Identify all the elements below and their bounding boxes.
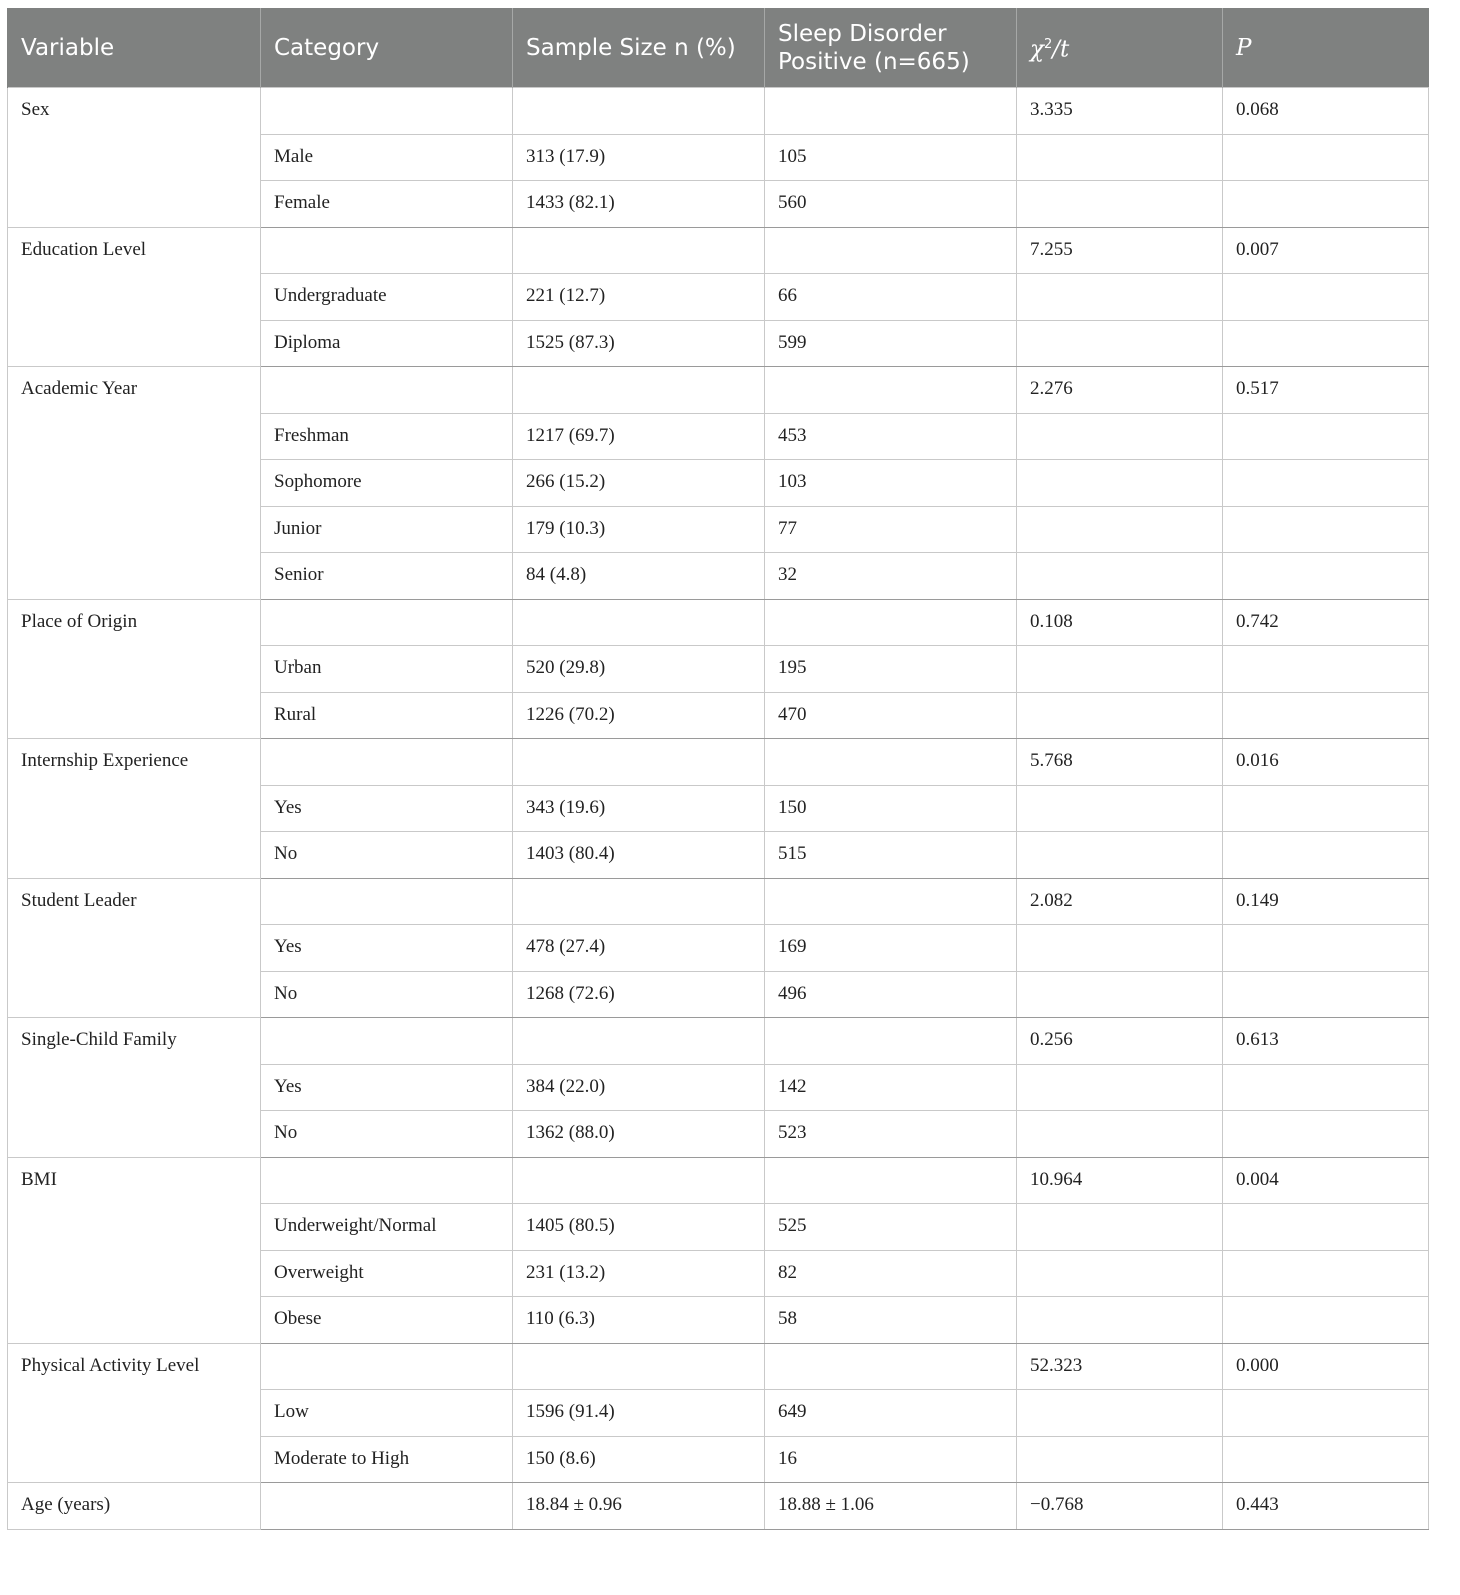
cell-sample-size: 221 (12.7) xyxy=(513,274,765,321)
cell-category xyxy=(261,367,513,414)
table-row xyxy=(8,1111,1429,1158)
cell-category: Female xyxy=(261,181,513,228)
cell-variable xyxy=(8,785,261,832)
cell-statistic xyxy=(1017,1111,1223,1158)
cell-sleep-positive: 105 xyxy=(765,134,1017,181)
table-row xyxy=(8,1436,1429,1483)
data-table xyxy=(7,8,1429,1530)
cell-category: Yes xyxy=(261,1064,513,1111)
cell-sleep-positive: 470 xyxy=(765,692,1017,739)
header-category: Category xyxy=(261,8,513,88)
cell-category xyxy=(261,739,513,786)
header-p-label: P xyxy=(1236,34,1252,61)
cell-p-value xyxy=(1223,1436,1429,1483)
cell-p-value: 0.517 xyxy=(1223,367,1429,414)
cell-p-value: 0.007 xyxy=(1223,227,1429,274)
cell-variable xyxy=(8,1436,261,1483)
table-row xyxy=(8,1483,1429,1530)
cell-category: Diploma xyxy=(261,320,513,367)
cell-sample-size: 520 (29.8) xyxy=(513,646,765,693)
header-sleep-line2: Positive (n=665) xyxy=(778,48,970,75)
cell-variable xyxy=(8,646,261,693)
table-body xyxy=(8,88,1429,1530)
cell-sleep-positive xyxy=(765,227,1017,274)
table-row xyxy=(8,553,1429,600)
cell-category xyxy=(261,88,513,135)
cell-category: No xyxy=(261,971,513,1018)
cell-variable xyxy=(8,134,261,181)
cell-variable xyxy=(8,460,261,507)
cell-variable: Single-Child Family xyxy=(8,1018,261,1065)
cell-category xyxy=(261,227,513,274)
table-row xyxy=(8,88,1429,135)
cell-variable: Internship Experience xyxy=(8,739,261,786)
cell-sample-size xyxy=(513,599,765,646)
cell-statistic: 10.964 xyxy=(1017,1157,1223,1204)
cell-sample-size: 1362 (88.0) xyxy=(513,1111,765,1158)
cell-statistic xyxy=(1017,506,1223,553)
table-row xyxy=(8,274,1429,321)
cell-sample-size: 1596 (91.4) xyxy=(513,1390,765,1437)
cell-sample-size: 313 (17.9) xyxy=(513,134,765,181)
header-sleep-line1: Sleep Disorder xyxy=(778,20,947,47)
cell-category: Underweight/Normal xyxy=(261,1204,513,1251)
cell-p-value xyxy=(1223,1390,1429,1437)
cell-category xyxy=(261,599,513,646)
cell-statistic xyxy=(1017,785,1223,832)
cell-category: Obese xyxy=(261,1297,513,1344)
cell-sleep-positive: 142 xyxy=(765,1064,1017,1111)
cell-category xyxy=(261,1483,513,1530)
cell-sample-size: 1405 (80.5) xyxy=(513,1204,765,1251)
cell-p-value xyxy=(1223,134,1429,181)
cell-sample-size xyxy=(513,739,765,786)
cell-p-value: 0.016 xyxy=(1223,739,1429,786)
cell-sample-size: 231 (13.2) xyxy=(513,1250,765,1297)
cell-sleep-positive xyxy=(765,367,1017,414)
cell-p-value: 0.068 xyxy=(1223,88,1429,135)
cell-sample-size: 266 (15.2) xyxy=(513,460,765,507)
cell-variable: BMI xyxy=(8,1157,261,1204)
cell-statistic xyxy=(1017,692,1223,739)
cell-sample-size xyxy=(513,878,765,925)
cell-p-value: 0.149 xyxy=(1223,878,1429,925)
table-row xyxy=(8,925,1429,972)
cell-sample-size: 1433 (82.1) xyxy=(513,181,765,228)
table-row xyxy=(8,599,1429,646)
cell-statistic: 5.768 xyxy=(1017,739,1223,786)
table-row xyxy=(8,1157,1429,1204)
cell-sleep-positive: 58 xyxy=(765,1297,1017,1344)
cell-sleep-positive: 525 xyxy=(765,1204,1017,1251)
cell-statistic: 7.255 xyxy=(1017,227,1223,274)
cell-sleep-positive: 150 xyxy=(765,785,1017,832)
cell-p-value xyxy=(1223,1064,1429,1111)
table-row xyxy=(8,320,1429,367)
header-statistic xyxy=(1017,8,1223,88)
cell-p-value xyxy=(1223,971,1429,1018)
table-row xyxy=(8,367,1429,414)
cell-p-value xyxy=(1223,506,1429,553)
cell-sample-size xyxy=(513,1343,765,1390)
cell-variable xyxy=(8,1390,261,1437)
table-row xyxy=(8,460,1429,507)
cell-variable: Student Leader xyxy=(8,878,261,925)
cell-p-value xyxy=(1223,1250,1429,1297)
cell-category: No xyxy=(261,1111,513,1158)
cell-statistic xyxy=(1017,971,1223,1018)
table-row xyxy=(8,646,1429,693)
cell-variable: Physical Activity Level xyxy=(8,1343,261,1390)
cell-variable xyxy=(8,274,261,321)
cell-sample-size: 179 (10.3) xyxy=(513,506,765,553)
cell-variable: Place of Origin xyxy=(8,599,261,646)
cell-statistic: 0.108 xyxy=(1017,599,1223,646)
cell-sleep-positive xyxy=(765,88,1017,135)
cell-p-value xyxy=(1223,320,1429,367)
cell-statistic xyxy=(1017,274,1223,321)
table-header xyxy=(8,8,1429,88)
cell-sample-size xyxy=(513,1018,765,1065)
data-table-container xyxy=(7,8,1428,1530)
cell-sleep-positive xyxy=(765,1018,1017,1065)
cell-sleep-positive: 496 xyxy=(765,971,1017,1018)
cell-variable xyxy=(8,1204,261,1251)
cell-sleep-positive: 523 xyxy=(765,1111,1017,1158)
cell-variable: Education Level xyxy=(8,227,261,274)
cell-statistic xyxy=(1017,1204,1223,1251)
cell-sleep-positive xyxy=(765,739,1017,786)
header-chi-symbol: χ xyxy=(1030,36,1044,63)
cell-statistic xyxy=(1017,181,1223,228)
cell-sample-size: 1525 (87.3) xyxy=(513,320,765,367)
cell-p-value xyxy=(1223,1111,1429,1158)
cell-sleep-positive xyxy=(765,1343,1017,1390)
cell-sample-size: 18.84 ± 0.96 xyxy=(513,1483,765,1530)
cell-category xyxy=(261,878,513,925)
table-row xyxy=(8,134,1429,181)
cell-sleep-positive: 77 xyxy=(765,506,1017,553)
cell-p-value xyxy=(1223,785,1429,832)
cell-category xyxy=(261,1343,513,1390)
cell-category: Freshman xyxy=(261,413,513,460)
cell-p-value xyxy=(1223,832,1429,879)
cell-category: Undergraduate xyxy=(261,274,513,321)
cell-sample-size xyxy=(513,227,765,274)
table-row xyxy=(8,227,1429,274)
cell-variable xyxy=(8,553,261,600)
header-sleep-disorder xyxy=(765,8,1017,88)
cell-category: Male xyxy=(261,134,513,181)
cell-category: Yes xyxy=(261,925,513,972)
cell-sleep-positive: 599 xyxy=(765,320,1017,367)
cell-category: No xyxy=(261,832,513,879)
cell-sample-size: 110 (6.3) xyxy=(513,1297,765,1344)
table-row xyxy=(8,1297,1429,1344)
cell-statistic xyxy=(1017,1297,1223,1344)
table-row xyxy=(8,413,1429,460)
cell-variable xyxy=(8,320,261,367)
table-row xyxy=(8,739,1429,786)
cell-sample-size: 150 (8.6) xyxy=(513,1436,765,1483)
table-row xyxy=(8,971,1429,1018)
cell-category: Overweight xyxy=(261,1250,513,1297)
cell-sleep-positive xyxy=(765,1157,1017,1204)
table-row xyxy=(8,1204,1429,1251)
table-row xyxy=(8,1343,1429,1390)
cell-category: Low xyxy=(261,1390,513,1437)
cell-sleep-positive: 560 xyxy=(765,181,1017,228)
cell-category: Senior xyxy=(261,553,513,600)
cell-variable xyxy=(8,1250,261,1297)
cell-sample-size: 1226 (70.2) xyxy=(513,692,765,739)
cell-statistic xyxy=(1017,553,1223,600)
header-chi-sup: 2 xyxy=(1043,37,1053,53)
cell-category: Sophomore xyxy=(261,460,513,507)
cell-variable xyxy=(8,1064,261,1111)
cell-p-value xyxy=(1223,274,1429,321)
cell-category xyxy=(261,1157,513,1204)
cell-p-value: 0.000 xyxy=(1223,1343,1429,1390)
cell-p-value xyxy=(1223,646,1429,693)
cell-p-value xyxy=(1223,181,1429,228)
cell-variable xyxy=(8,506,261,553)
cell-sleep-positive: 169 xyxy=(765,925,1017,972)
header-stat-rest: /t xyxy=(1052,36,1070,63)
cell-sleep-positive: 66 xyxy=(765,274,1017,321)
cell-statistic xyxy=(1017,413,1223,460)
cell-sample-size xyxy=(513,88,765,135)
cell-sleep-positive: 32 xyxy=(765,553,1017,600)
cell-p-value xyxy=(1223,413,1429,460)
cell-variable xyxy=(8,971,261,1018)
header-variable: Variable xyxy=(8,8,261,88)
table-row xyxy=(8,832,1429,879)
header-p-value xyxy=(1223,8,1429,88)
cell-sample-size xyxy=(513,1157,765,1204)
cell-sample-size xyxy=(513,367,765,414)
table-row xyxy=(8,1390,1429,1437)
cell-p-value xyxy=(1223,692,1429,739)
cell-statistic: 2.082 xyxy=(1017,878,1223,925)
table-row xyxy=(8,1250,1429,1297)
cell-p-value: 0.742 xyxy=(1223,599,1429,646)
cell-category: Junior xyxy=(261,506,513,553)
cell-variable: Sex xyxy=(8,88,261,135)
table-row xyxy=(8,785,1429,832)
cell-variable xyxy=(8,181,261,228)
cell-sleep-positive: 16 xyxy=(765,1436,1017,1483)
cell-variable xyxy=(8,692,261,739)
cell-sleep-positive: 515 xyxy=(765,832,1017,879)
cell-p-value: 0.613 xyxy=(1223,1018,1429,1065)
cell-p-value: 0.443 xyxy=(1223,1483,1429,1530)
cell-sample-size: 343 (19.6) xyxy=(513,785,765,832)
table-row xyxy=(8,692,1429,739)
cell-sample-size: 1268 (72.6) xyxy=(513,971,765,1018)
cell-statistic xyxy=(1017,1250,1223,1297)
cell-sample-size: 1217 (69.7) xyxy=(513,413,765,460)
cell-statistic xyxy=(1017,1064,1223,1111)
cell-sleep-positive: 82 xyxy=(765,1250,1017,1297)
cell-statistic xyxy=(1017,134,1223,181)
cell-variable xyxy=(8,832,261,879)
table-row xyxy=(8,1018,1429,1065)
cell-variable xyxy=(8,925,261,972)
cell-statistic: −0.768 xyxy=(1017,1483,1223,1530)
cell-sleep-positive: 453 xyxy=(765,413,1017,460)
cell-statistic xyxy=(1017,1390,1223,1437)
header-sample-size: Sample Size n (%) xyxy=(513,8,765,88)
cell-sample-size: 84 (4.8) xyxy=(513,553,765,600)
cell-category: Moderate to High xyxy=(261,1436,513,1483)
table-row xyxy=(8,181,1429,228)
cell-sample-size: 478 (27.4) xyxy=(513,925,765,972)
cell-sleep-positive: 649 xyxy=(765,1390,1017,1437)
cell-statistic xyxy=(1017,925,1223,972)
cell-sample-size: 384 (22.0) xyxy=(513,1064,765,1111)
cell-variable: Academic Year xyxy=(8,367,261,414)
cell-statistic: 0.256 xyxy=(1017,1018,1223,1065)
table-row xyxy=(8,878,1429,925)
cell-variable xyxy=(8,1111,261,1158)
cell-variable xyxy=(8,1297,261,1344)
table-row xyxy=(8,1064,1429,1111)
cell-sleep-positive xyxy=(765,878,1017,925)
cell-sample-size: 1403 (80.4) xyxy=(513,832,765,879)
cell-category xyxy=(261,1018,513,1065)
cell-category: Rural xyxy=(261,692,513,739)
header-row xyxy=(8,8,1429,88)
cell-p-value xyxy=(1223,1204,1429,1251)
cell-statistic xyxy=(1017,460,1223,507)
cell-category: Yes xyxy=(261,785,513,832)
cell-sleep-positive: 195 xyxy=(765,646,1017,693)
cell-statistic xyxy=(1017,1436,1223,1483)
cell-statistic: 3.335 xyxy=(1017,88,1223,135)
cell-statistic: 2.276 xyxy=(1017,367,1223,414)
cell-sleep-positive: 103 xyxy=(765,460,1017,507)
cell-p-value xyxy=(1223,1297,1429,1344)
cell-statistic xyxy=(1017,320,1223,367)
cell-p-value xyxy=(1223,925,1429,972)
cell-sleep-positive: 18.88 ± 1.06 xyxy=(765,1483,1017,1530)
cell-p-value xyxy=(1223,553,1429,600)
cell-p-value xyxy=(1223,460,1429,507)
cell-p-value: 0.004 xyxy=(1223,1157,1429,1204)
cell-statistic xyxy=(1017,832,1223,879)
cell-variable xyxy=(8,413,261,460)
cell-sleep-positive xyxy=(765,599,1017,646)
table-row xyxy=(8,506,1429,553)
cell-statistic: 52.323 xyxy=(1017,1343,1223,1390)
cell-category: Urban xyxy=(261,646,513,693)
cell-variable: Age (years) xyxy=(8,1483,261,1530)
cell-statistic xyxy=(1017,646,1223,693)
